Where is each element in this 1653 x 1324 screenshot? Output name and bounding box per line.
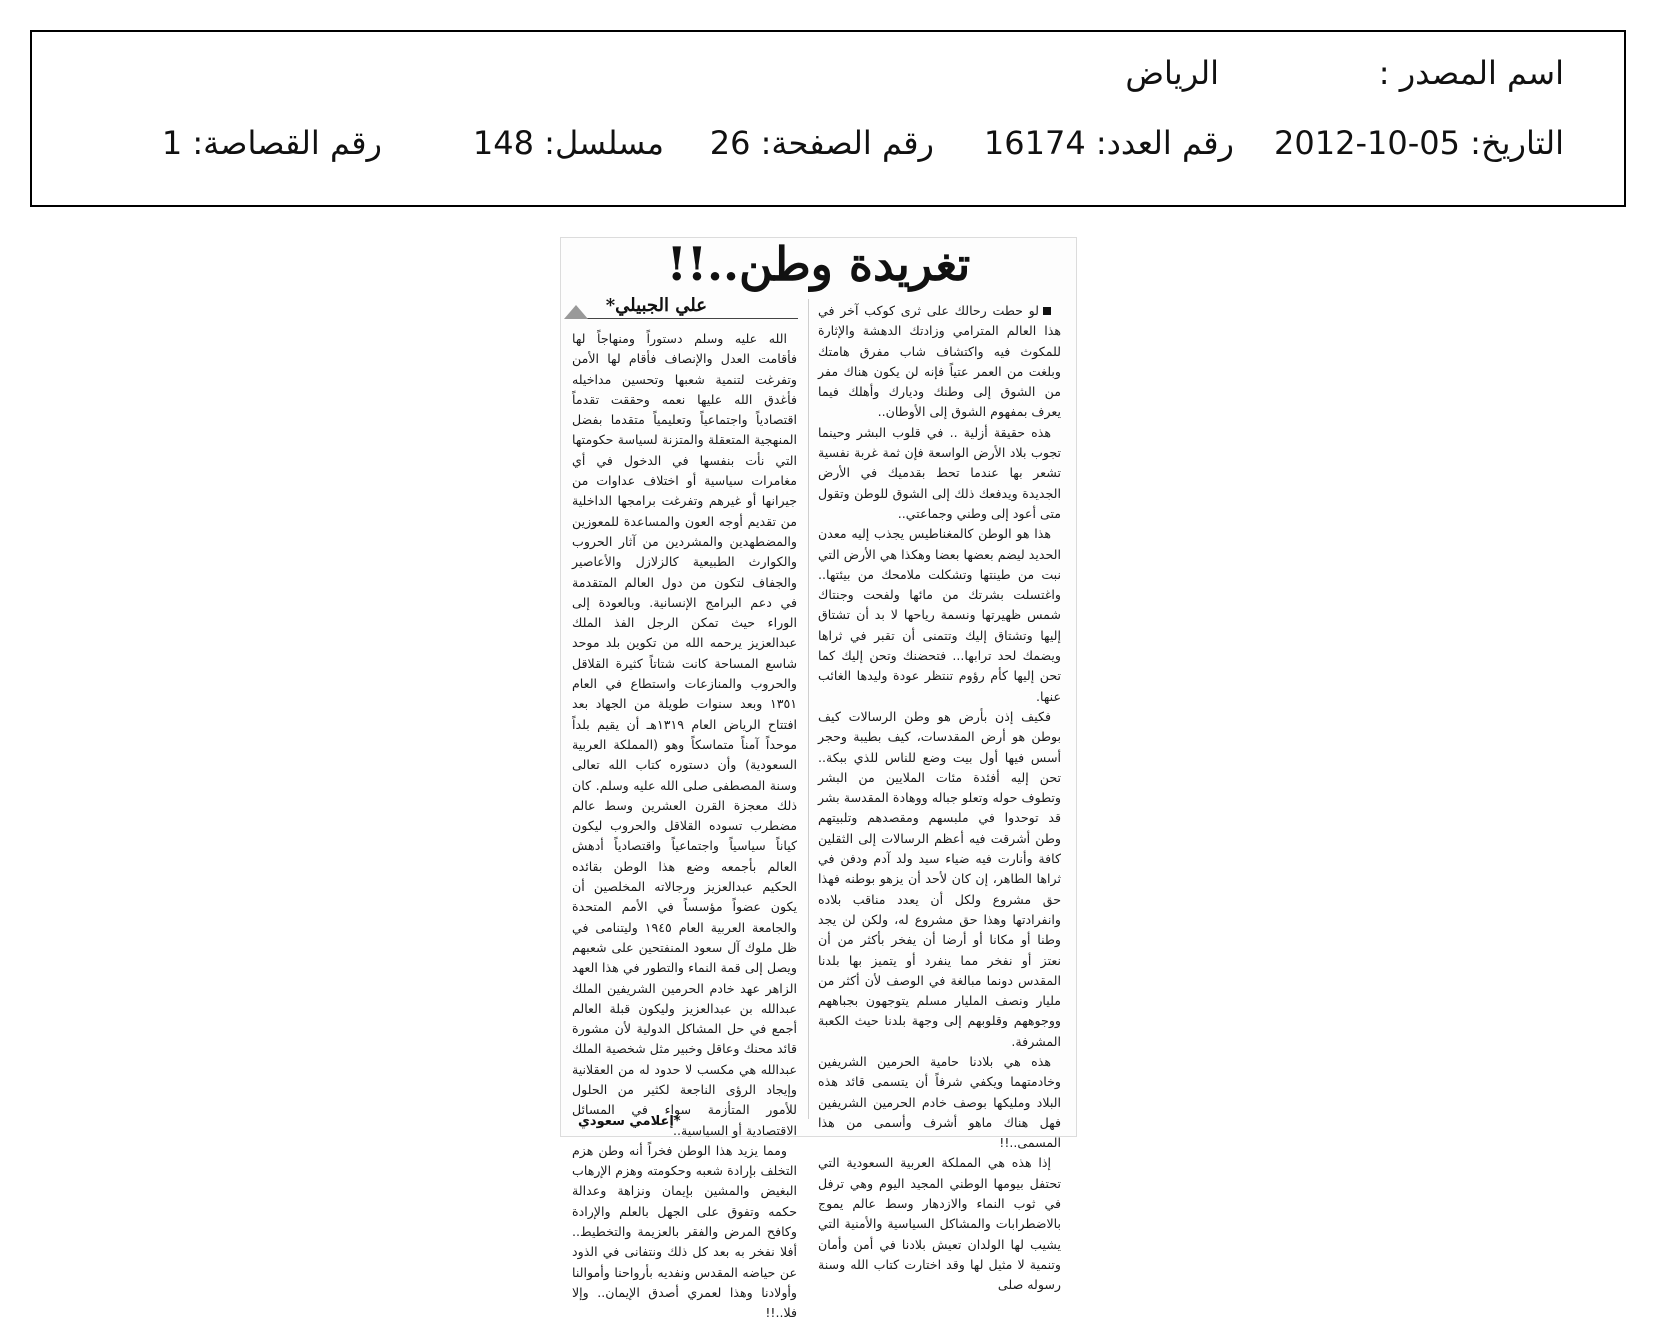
serial-value: 148 — [472, 124, 534, 162]
serial-label: مسلسل: — [544, 124, 664, 162]
page-value: 26 — [709, 124, 751, 162]
source-value: الرياض — [1125, 54, 1219, 92]
paragraph: الله عليه وسلم دستوراً ومنهاجاً لها فأقامت العدل والإنصاف فأقام لها الأمن وتفرغت لتنمية شعبها وتحسين مداخيله فأغدق الله عليها نعمه وحققت تقدماً اقتصادياً واجتماعياً وتعليمياً متقدما بفضل المنهجية المتعقلة والمتزنة لسياسة حكومتها التي نأت بنفسها في الدخول في أي مغامرات سياسية أو اختلاف عداوات من جيرانها أو غيرهم وتفرغت برامجها الداخلية من تقديم أوجه العون والمساعدة للمعوزين والمضطهدين والمشردين من آثار الحروب والكوارث الطبيعية كالزلازل والأعاصير والجفاف لتكون من دول العالم المتقدمة في دعم البرامج الإنسانية. وبالعودة إلى الوراء حيث تمكن الرجل الفذ الملك عبدالعزيز يرحمه الله من تكوين بلد موحد شاسع المساحة كانت شتاتاً كثيرة القلاقل والحروب والمنازعات واستطاع في العام ١٣٥١ وبعد سنوات طويلة من الجهاد بعد افتتاح الرياض العام ١٣١٩هـ أن يقيم بلداً موحداً آمناً متماسكاً وهو (المملكة العربية السعودية) وأن دستوره كتاب الله تعالى وسنة المصطفى صلى الله عليه وسلم. كان ذلك معجزة القرن العشرين وسط عالم مضطرب تسوده القلاقل والحروب ليكون كياناً سياسياً واجتماعياً واقتصادياً أدهش العالم بأجمعه وضع هذا الوطن بقائده الحكيم عبدالعزيز ورجالاته المخلصين أن يكون عضواً مؤسساً في الأمم المتحدة والجامعة العربية العام ١٩٤٥ وليتنامى في ظل ملوك آل سعود المنفتحين على شعبهم ويصل إلى قمة النماء والتطور في هذا العهد الزاهر عهد خادم الحرمين الشريفين الملك عبدالله بن عبدالعزيز وليكون قبلة العالم أجمع في حل المشاكل الدولية لأن مشورة قائد محنك وعاقل وخبير مثل شخصية الملك عبدالله هي مكسب لا حدود له من العقلانية وإيجاد الرؤى الناجعة لكثير من الحلول للأمور المتأزمة سواء في المسائل الاقتصادية أو السياسية.. — [572, 331, 797, 1138]
date-value: 2012-10-05 — [1274, 124, 1460, 162]
paragraph: إذا هذه هي المملكة العربية السعودية التي تحتفل بيومها الوطني المجيد اليوم وهي ترفل في ثوب النماء والازدهار وسط عالم يموج بالاضطرابات والمشاكل السياسية والأمنية التي يشيب لها الولدان تعيش بلادنا في أمن وأمان وتنمية لا مثيل لها وقد اختارت كتاب الله وسنة رسوله صلى — [818, 1155, 1061, 1293]
byline-divider — [578, 318, 798, 319]
clip-field — [162, 124, 382, 162]
author-signature: *إعلامي سعودي — [578, 1114, 681, 1129]
date-label: التاريخ: — [1470, 124, 1564, 162]
page-field — [710, 124, 934, 162]
paragraph: هذه حقيقة أزلية .. في قلوب البشر وحينما تجوب بلاد الأرض الواسعة فإن ثمة غربة نفسية تشعر بها عندما تحط بقدميك في الأرض الجديدة ويدفعك ذلك إلى الشوق للوطن وتقول متى أعود إلى وطني وجماعتي.. — [818, 424, 1061, 521]
square-bullet-icon — [1043, 307, 1051, 315]
author-name: علي الجبيلي* — [605, 295, 707, 316]
date-field — [1274, 124, 1564, 162]
article-headline: تغريدة وطن..!! — [666, 237, 971, 291]
clip-value: 1 — [161, 124, 183, 162]
issue-label: رقم العدد: — [1095, 124, 1234, 162]
page-label: رقم الصفحة: — [760, 124, 934, 162]
article-column-right — [818, 301, 1061, 1293]
newspaper-clipping — [560, 237, 1077, 1321]
clip-label: رقم القصاصة: — [192, 124, 382, 162]
issue-value: 16174 — [983, 124, 1086, 162]
paragraph: هذه هي بلادنا حامية الحرمين الشريفين وخادمتهما ويكفي شرفاً أن يتسمى قائد هذه البلاد ومليكها بوصف خادم الحرمين الشريفين فهل هناك ماهو أشرف وأسمى من هذا المسمى..!! — [818, 1053, 1061, 1151]
serial-field — [473, 124, 664, 162]
source-info-box — [30, 30, 1626, 207]
paragraph: لو حطت رحالك على ثرى كوكب آخر في هذا العالم المترامي وزادتك الدهشة والإثارة للمكوث فيه واكتشاف شاب مفرق هامتك وبلغت من العمر عتياً فإنه لن يكون هناك مفر من الشوق إلى وطنك وديارك وأهلك فيما يعرف بمفهوم الشوق إلى الأوطان.. — [818, 303, 1061, 420]
triangle-icon — [564, 305, 588, 319]
paragraph: فكيف إذن بأرض هو وطن الرسالات كيف بوطن هو أرض المقدسات، كيف بطيبة وحجر أسس فيها أول بيت وضع للناس للذي ببكة.. تحن إليه أفئدة مئات الملايين من البشر وتطوف حوله وتعلو جباله ووهادة المقدسة بشر قد توحدوا في ملبسهم ومقصدهم وتلبيتهم وطن أشرقت فيه أعظم الرسالات إلى الثقلين كافة وأنارت فيه ضياء سيد ولد آدم ودفن في ثراها الطاهر، إن كان لأحد أن يزهو بوطنه فهذا حق مشروع ولكل أن يعدد مناقب بلاده وانفرادتها وهذا حق مشروع له، ولكن لن يجد وطنا أو مكانا أو أرضا أن يفخر بأكثر من أن نعتز أو نفخر مما ينفرد أو يتميز بها بلدنا المقدس دونما مبالغة في الوصف لأن أكثر من مليار ونصف المليار مسلم يتوجهون بجباههم ووجوههم وقلوبهم إلى وجهة بلدنا حيث الكعبة المشرفة. — [818, 708, 1061, 1049]
column-divider — [808, 299, 809, 1119]
byline — [564, 295, 802, 321]
source-label: اسم المصدر : — [1378, 54, 1564, 92]
paragraph: هذا هو الوطن كالمغناطيس يجذب إليه معدن الحديد ليضم بعضها بعضا وهكذا هي الأرض التي نبت من طينتها وتشكلت ملامحك من بيئتها.. واغتسلت بشرتك من مائها ولفحت وجنتاك شمس ظهيرتها ونسمة رياحها لا بد أن تشتاق إليها وتشتاق إليك وتتمنى أن تقبر في ثراها ويضمك لحد ترابها... فتحضنك وتحن إليك كما تحن إليها كأم رؤوم تنتظر عودة وليدها الغائب عنها. — [818, 526, 1061, 704]
issue-field — [984, 124, 1234, 162]
paragraph: ومما يزيد هذا الوطن فخراً أنه وطن هزم التخلف بإرادة شعبه وحكومته وهزم الإرهاب البغيض والمشين بإيمان ونزاهة وعدالة حكمه وتفوق على الجهل بالعلم والإرادة وكافح المرض والفقر بالعزيمة والتخطيط.. أفلا نفخر به بعد كل ذلك ونتفانى في الذود عن حياضه المقدس ونفديه بأرواحنا وأموالنا وأولادنا وهذا لعمري أصدق الإيمان.. وإلا فلا..!! — [572, 1142, 797, 1321]
